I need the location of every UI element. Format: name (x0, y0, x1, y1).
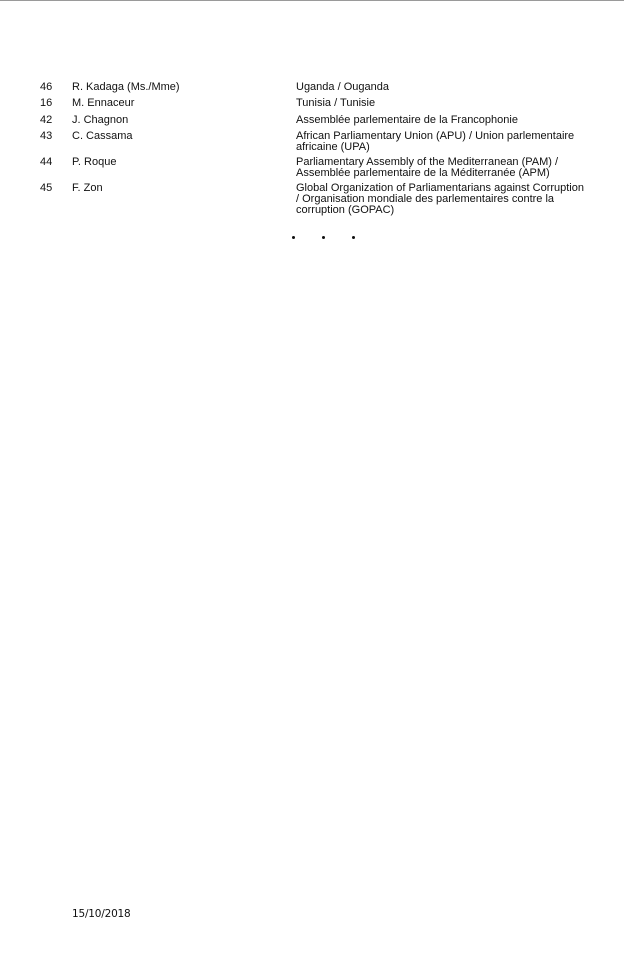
separator-dot (322, 236, 325, 239)
entry-number: 16 (40, 97, 53, 109)
footer-date: 15/10/2018 (72, 908, 131, 920)
entry-organization: Tunisia / Tunisie (296, 97, 376, 109)
separator-dot (292, 236, 295, 239)
list-entry (0, 82, 624, 98)
entry-name: R. Kadaga (Ms./Mme) (72, 81, 180, 93)
entry-number: 45 (40, 182, 53, 194)
list-entry (0, 131, 624, 157)
entry-organization: Global Organization of Parliamentarians against Corruption / Organisation mondiale des parlementaires contre la corruption (GOPAC) (296, 182, 584, 216)
entry-organization: Parliamentary Assembly of the Mediterranean (PAM) / Assemblée parlementaire de la Méditerranée (APM) (296, 156, 559, 179)
list-entry (0, 157, 624, 183)
list-entry (0, 115, 624, 131)
entry-name: P. Roque (72, 156, 117, 168)
entry-organization: African Parliamentary Union (APU) / Union parlementaire africaine (UPA) (296, 130, 575, 153)
separator-dot (352, 236, 355, 239)
entry-name: C. Cassama (72, 130, 133, 142)
list-entry (0, 98, 624, 115)
entry-number: 42 (40, 114, 53, 126)
entry-name: J. Chagnon (72, 114, 129, 126)
entry-organization: Assemblée parlementaire de la Francophonie (296, 114, 518, 126)
entry-number: 44 (40, 156, 53, 168)
entry-name: F. Zon (72, 182, 103, 194)
entry-number: 46 (40, 81, 53, 93)
speakers-list (0, 82, 624, 219)
top-rule (0, 0, 624, 1)
entry-organization: Uganda / Ouganda (296, 81, 389, 93)
entry-name: M. Ennaceur (72, 97, 135, 109)
list-entry (0, 183, 624, 219)
entry-number: 43 (40, 130, 53, 142)
end-of-list-separator (280, 232, 370, 244)
